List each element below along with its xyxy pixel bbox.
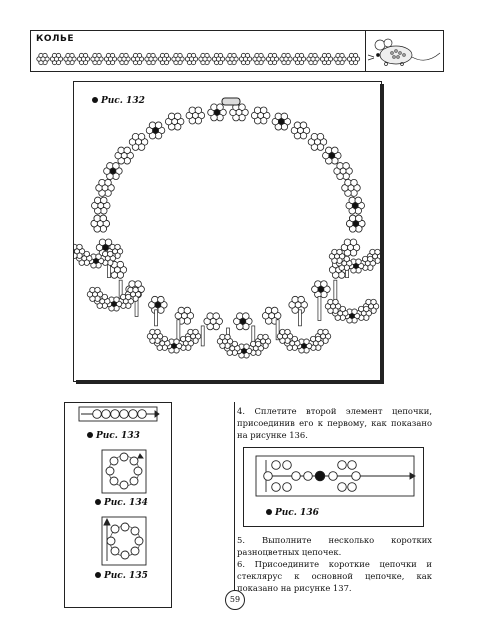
figure-135-caption: Рис. 135 [95,571,148,581]
center-bead [348,185,354,191]
bullet-dot [95,499,101,505]
center-bead [365,261,370,266]
center-bead [114,267,120,273]
center-bead [318,286,324,292]
center-bead [94,259,99,264]
center-bead [253,346,258,351]
center-bead [131,292,136,297]
step-4-text: 4. Сплетите второй элемент цепочки, присоединив его к первому, как показано на рисунке 136. [237,406,432,440]
center-bead [240,318,246,324]
center-bead [352,203,358,209]
center-bead [243,57,247,61]
mascot-box [366,30,444,72]
bugle-bead [201,326,204,346]
figure-136-frame [243,447,424,527]
center-bead [297,127,303,133]
center-bead [102,185,108,191]
center-bead [313,341,318,346]
center-bead [98,203,104,209]
center-bead [82,256,87,261]
center-bead [210,318,216,324]
figure-133-caption: Рис. 133 [87,431,140,441]
center-bead [112,302,117,307]
center-bead [258,112,264,118]
center-bead [189,57,193,61]
frame-shadow-right [380,84,384,384]
center-bead [192,112,198,118]
bugle-bead [155,310,158,326]
center-bead [230,346,235,351]
center-bead [295,302,301,308]
figures-133-135-frame [64,402,172,608]
center-bead [270,57,274,61]
center-bead [162,57,166,61]
center-bead [340,168,346,174]
center-bead [136,139,142,145]
center-bead [81,57,85,61]
necklace-diagram [74,82,383,383]
center-bead [41,57,45,61]
center-bead [369,304,374,309]
center-bead [100,299,105,304]
center-bead [172,344,177,349]
center-bead [278,119,284,125]
header-band [30,30,366,72]
center-bead [113,249,118,254]
bullet-dot [266,509,272,515]
center-bead [290,341,295,346]
center-bead [261,339,266,344]
center-bead [160,341,165,346]
bullet-dot [92,97,98,103]
center-bead [236,109,242,115]
center-bead [95,57,99,61]
center-bead [334,254,339,259]
center-bead [152,334,157,339]
center-bead [354,264,359,269]
center-bead [242,349,247,354]
center-bead [54,57,58,61]
center-bead [373,254,378,259]
page-number: 59 [225,590,245,610]
center-bead [342,261,347,266]
step-6-text: 6. Присоедините короткие цепочки и стеклярус к основной цепочке, как показано на рисунке 137. [237,559,432,593]
center-bead [351,57,355,61]
figure-135-diagram [102,517,146,565]
center-bead [176,57,180,61]
center-bead [110,168,116,174]
frame-shadow-bottom [76,380,384,384]
center-bead [321,334,326,339]
center-bead [155,302,161,308]
center-bead [222,339,227,344]
section-title: КОЛЬЕ [36,34,74,44]
center-bead [257,57,261,61]
center-bead [149,57,153,61]
center-bead [329,153,335,159]
center-bead [122,57,126,61]
center-bead [338,311,343,316]
center-bead [330,304,335,309]
center-bead [324,57,328,61]
column-divider [234,402,235,590]
center-bead [153,127,159,133]
center-bead [92,292,97,297]
center-bead [203,57,207,61]
bugle-bead [298,310,301,326]
center-bead [105,256,110,261]
figure-136-caption: Рис. 136 [266,508,319,518]
center-bead [297,57,301,61]
center-bead [311,57,315,61]
steps-5-6-text [237,534,432,594]
center-bead [302,344,307,349]
figure-134-diagram [102,450,146,493]
center-bead [214,109,220,115]
bugle-bead [334,280,337,300]
bugle-bead [318,296,321,320]
bullet-dot [95,572,101,578]
beaded-mouse-icon [366,31,444,73]
center-bead [135,57,139,61]
figure-132-frame [73,81,382,382]
center-bead [314,139,320,145]
center-bead [181,313,187,319]
center-bead [284,57,288,61]
bead-chain-ornament [31,31,367,73]
clasp [222,98,240,105]
center-bead [74,249,79,254]
center-bead [123,299,128,304]
center-bead [216,57,220,61]
center-bead [121,153,127,159]
figure-133-diagram [79,407,159,421]
center-bead [350,314,355,319]
bullet-dot [87,432,93,438]
center-bead [347,245,353,251]
center-bead [68,57,72,61]
center-bead [108,57,112,61]
center-bead [338,57,342,61]
center-bead [269,313,275,319]
center-bead [191,334,196,339]
center-bead [230,57,234,61]
step-5-text: 5. Выполните несколько коротких разноцветных цепочек. [237,535,432,557]
center-bead [97,221,103,227]
center-bead [172,119,178,125]
figure-132-caption: Рис. 132 [92,96,145,106]
figure-134-caption: Рис. 134 [95,498,148,508]
center-bead [353,221,359,227]
center-bead [361,311,366,316]
center-bead [282,334,287,339]
center-bead [183,341,188,346]
